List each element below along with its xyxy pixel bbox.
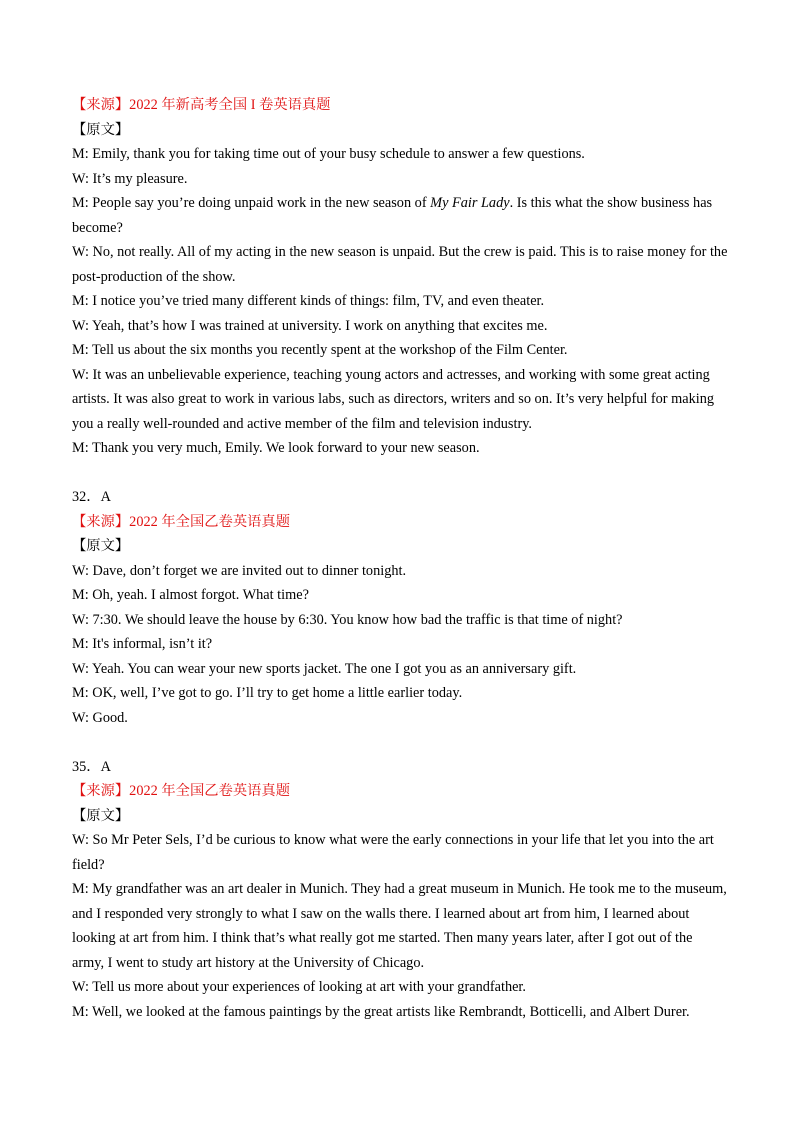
dialogue-line (72, 191, 728, 240)
passage-block-1 (72, 93, 728, 461)
dialogue-line: W: 7:30. We should leave the house by 6:30. You know how bad the traffic is that time of night? (72, 611, 623, 628)
spacer (72, 730, 728, 755)
dialogue-line: W: It was an unbelievable experience, teaching young actors and actresses, and working with some great acting artists. It was also great to work in various labs, such as directors, writers and so on. It’s very helpful for making you a really well-rounded and active member of the film and television industry. (72, 366, 715, 432)
source-line: 【来源】2022 年全国乙卷英语真题 (72, 513, 291, 530)
source-line: 【来源】2022 年全国乙卷英语真题 (72, 783, 291, 799)
spacer (72, 461, 728, 486)
show-title: My Fair Lady (430, 195, 510, 211)
dialogue-text: . Is this what the show business has become? (72, 195, 713, 236)
passage-block-3 (72, 755, 728, 1025)
dialogue-line: W: No, not really. All of my acting in the new season is unpaid. But the crew is paid. This is to raise money for the post-production of the show. (72, 244, 728, 285)
dialogue-line: M: I notice you’ve tried many different kinds of things: film, TV, and even theater. (72, 293, 545, 309)
dialogue-text: M: People say you’re doing unpaid work in the new season of (72, 195, 431, 211)
dialogue-line: M: Well, we looked at the famous paintings by the great artists like Rembrandt, Botticelli, and Albert Durer. (72, 1003, 690, 1020)
transcript-label: 【原文】 (72, 121, 130, 138)
dialogue-line: M: Oh, yeah. I almost forgot. What time? (72, 587, 309, 603)
dialogue-line: M: My grandfather was an art dealer in Munich. They had a great museum in Munich. He took me to the museum, and I responded very strongly to what I saw on the walls there. I learned about art from him, I learned about looking at art from him. I think that’s what really got me started. Then many years later, after I got out of the army, I went to study art history at the University of Chicago. (72, 881, 727, 971)
answer-line: 32．A (72, 489, 111, 505)
dialogue-line: M: Emily, thank you for taking time out of your busy schedule to answer a few questions. (72, 146, 585, 162)
transcript-label: 【原文】 (72, 538, 130, 554)
dialogue-line: W: So Mr Peter Sels, I’d be curious to know what were the early connections in your life that let you into the art field? (72, 832, 714, 873)
dialogue-line: M: It's informal, isn’t it? (72, 636, 213, 652)
dialogue-line: W: It’s my pleasure. (72, 170, 188, 187)
answer-line: 35．A (72, 758, 111, 775)
dialogue-line: W: Dave, don’t forget we are invited out to dinner tonight. (72, 562, 407, 579)
dialogue-line: W: Tell us more about your experiences of looking at art with your grandfather. (72, 979, 526, 995)
dialogue-line: W: Yeah. You can wear your new sports jacket. The one I got you as an anniversary gift. (72, 660, 577, 677)
dialogue-line: W: Yeah, that’s how I was trained at university. I work on anything that excites me. (72, 317, 548, 334)
dialogue-line: M: Tell us about the six months you recently spent at the workshop of the Film Center. (72, 342, 568, 358)
dialogue-line: M: Thank you very much, Emily. We look forward to your new season. (72, 440, 480, 456)
transcript-label: 【原文】 (72, 807, 130, 824)
dialogue-line: M: OK, well, I’ve got to go. I’ll try to get home a little earlier today. (72, 685, 463, 701)
dialogue-line: W: Good. (72, 709, 128, 726)
passage-block-2 (72, 485, 728, 730)
document-page (72, 93, 728, 1024)
source-line: 【来源】2022 年新高考全国 I 卷英语真题 (72, 97, 331, 113)
